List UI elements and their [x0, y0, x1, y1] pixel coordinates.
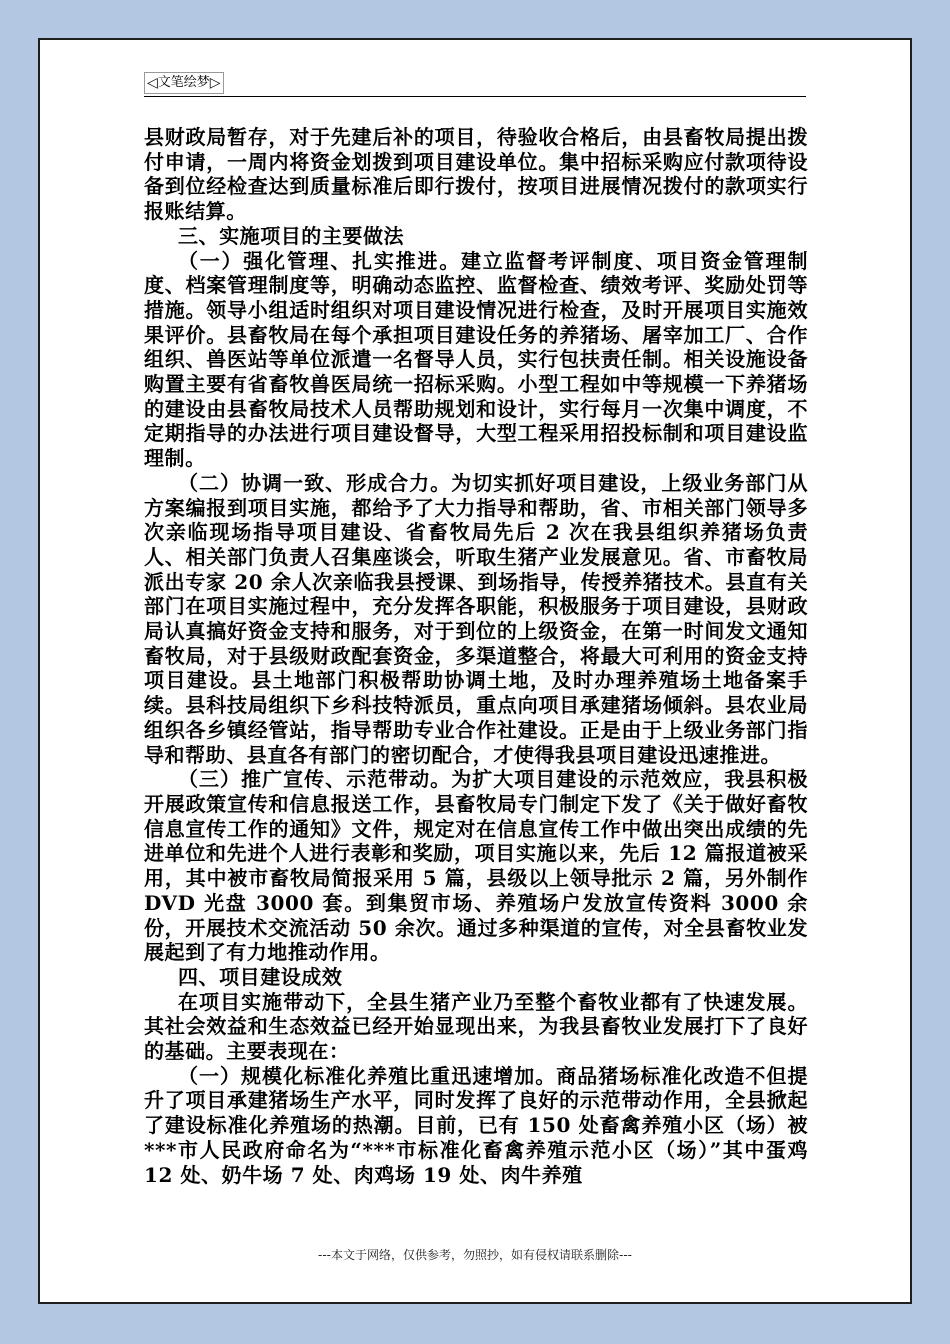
footer-disclaimer: ---本文于网络，仅供参考，勿照抄，如有侵权请联系删除--- [318, 1248, 632, 1262]
header-rule [144, 96, 806, 97]
right-triangle-icon: ▷ [209, 75, 221, 91]
paragraph: 县财政局暂存，对于先建后补的项目，待验收合格后，由县畜牧局提出拨付申请，一周内将资金划拨到项目建设单位。集中招标采购应付款项待设备到位经检查达到质量标准后即行拨付，按项目进展情况拨付的款项实行报账结算。 [144, 125, 808, 224]
logo-text: 文笔绘梦 [157, 75, 210, 90]
paragraph: （一）规模化标准化养殖比重迅速增加。商品猪场标准化改造不但提升了项目承建猪场生产水平，同时发挥了良好的示范带动作用，全县掀起了建设标准化养殖场的热潮。目前，已有 150 处畜禽养殖小区（场）被***市人民政府命名为“***市标准化畜禽养殖示范小区（场）”其中蛋鸡 12 处、奶牛场 7 处、肉鸡场 19 处、肉牛养殖 [144, 1063, 808, 1187]
document-body [144, 125, 808, 1187]
section-heading: 三、实施项目的主要做法 [178, 223, 405, 248]
section-heading: 四、项目建设成效 [178, 964, 343, 989]
logo [144, 72, 224, 94]
paragraph: 在项目实施带动下，全县生猪产业乃至整个畜牧业都有了快速发展。其社会效益和生态效益已经开始显现出来，为我县畜牧业发展打下了良好的基础。主要表现在： [144, 989, 808, 1064]
left-triangle-icon: ◁ [147, 75, 158, 91]
paragraph: （一）强化管理、扎实推进。建立监督考评制度、项目资金管理制度、档案管理制度等，明确动态监控、监督检查、绩效考评、奖励处罚等措施。领导小组适时组织对项目建设情况进行检查，及时开展项目实施效果评价。县畜牧局在每个承担项目建设任务的养猪场、屠宰加工厂、合作组织、兽医站等单位派遣一名督导人员，实行包扶责任制。相关设施设备购置主要有省畜牧兽医局统一招标采购。小型工程如中等规模一下养猪场的建设由县畜牧局技术人员帮助规划和设计，实行每月一次集中调度，不定期指导的办法进行项目建设督导，大型工程采用招投标制和项目建设监理制。 [144, 248, 808, 471]
paragraph: （二）协调一致、形成合力。为切实抓好项目建设，上级业务部门从方案编报到项目实施，都给予了大力指导和帮助，省、市相关部门领导多次亲临现场指导项目建设、省畜牧局先后 2 次在我县组织养猪场负责人、相关部门负责人召集座谈会，听取生猪产业发展意见。省、市畜牧局派出专家 20 余人次亲临我县授课、到场指导，传授养猪技术。县直有关部门在项目实施过程中，充分发挥各职能，积极服务于项目建设，县财政局认真搞好资金支持和服务，对于到位的上级资金，在第一时间发文通知畜牧局，对于县级财政配套资金，多渠道整合，将最大可利用的资金支持项目建设。县土地部门积极帮助协调土地，及时办理养殖场土地备案手续。县科技局组织下乡科技特派员，重点向项目承建猪场倾斜。县农业局组织各乡镇经管站，指导帮助专业合作社建设。正是由于上级业务部门指导和帮助、县直各有部门的密切配合，才使得我县项目建设迅速推进。 [144, 470, 808, 767]
paragraph: （三）推广宣传、示范带动。为扩大项目建设的示范效应，我县积极开展政策宣传和信息报送工作，县畜牧局专门制定下发了《关于做好畜牧信息宣传工作的通知》文件，规定对在信息宣传工作中做出突出成绩的先进单位和先进个人进行表彰和奖励，项目实施以来，先后 12 篇报道被采用，其中被市畜牧局简报采用 5 篇，县级以上领导批示 2 篇，另外制作 DVD 光盘 3000 套。到集贸市场、养殖场户发放宣传资料 3000 余份，开展技术交流活动 50 余次。通过多种渠道的宣传，对全县畜牧业发展起到了有力地推动作用。 [144, 767, 808, 965]
